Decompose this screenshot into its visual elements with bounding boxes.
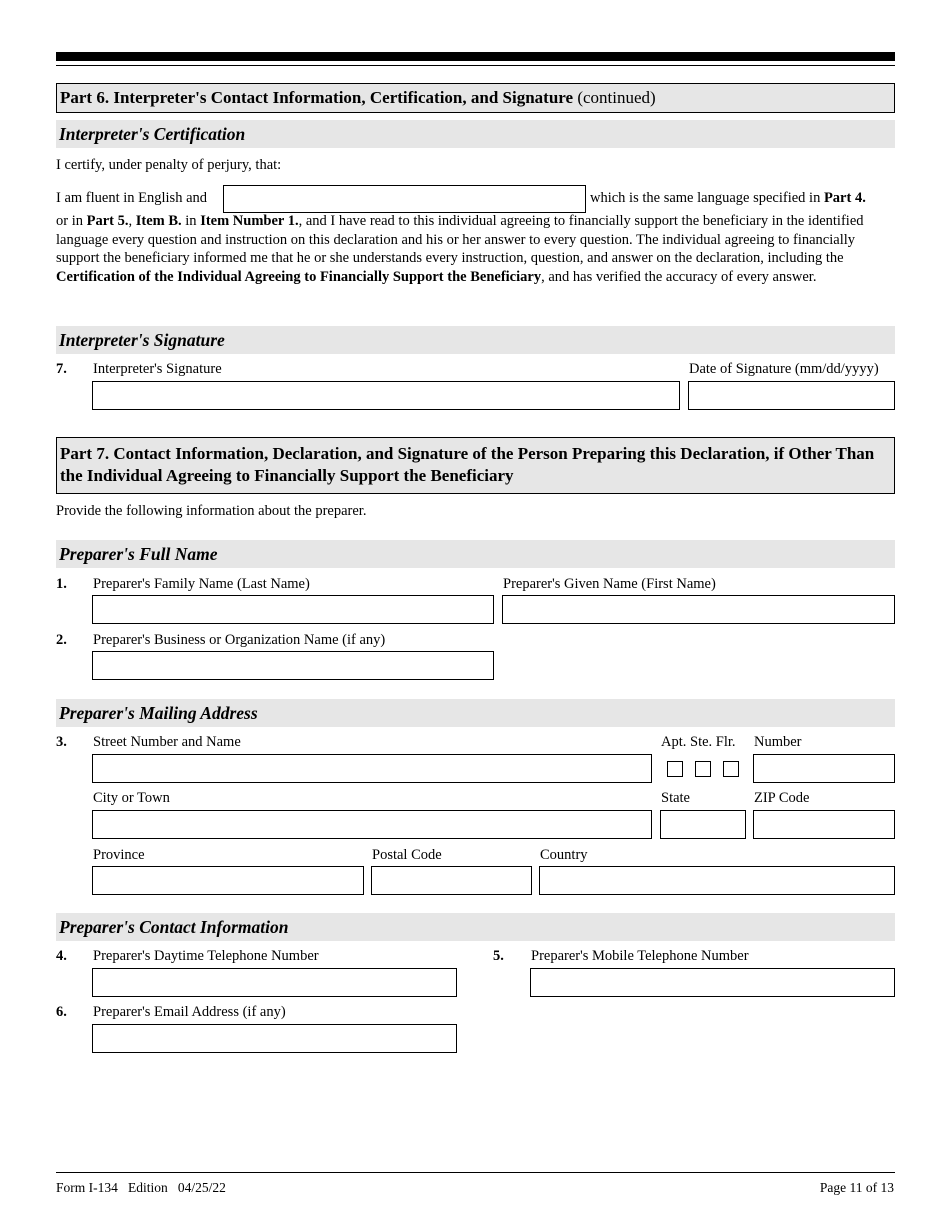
email-input[interactable] <box>92 1024 457 1053</box>
state-select[interactable] <box>660 810 746 839</box>
fluent-suffix-part: Part 4. <box>823 190 866 206</box>
item-1-number: 1. <box>56 576 67 592</box>
daytime-phone-input[interactable] <box>92 968 457 997</box>
number-label: Number <box>754 734 802 750</box>
country-input[interactable] <box>539 866 895 895</box>
zip-input[interactable] <box>753 810 895 839</box>
street-input[interactable] <box>92 754 652 783</box>
top-thin-rule <box>56 65 895 66</box>
signature-date-field[interactable] <box>688 381 895 410</box>
form-edition: Form I-134 Edition 04/25/22 <box>56 1180 226 1195</box>
apt-checkbox[interactable] <box>667 761 683 777</box>
country-label: Country <box>540 847 588 863</box>
province-input[interactable] <box>92 866 364 895</box>
fluent-suffix-text: which is the same language specified in <box>590 190 824 206</box>
part7-header: Part 7. Contact Information, Declaration, and Signature of the Person Preparing this Declaration, if Other Than the Individual Agreeing to Financially Support the Beneficiary <box>56 437 895 494</box>
business-name-label: Preparer's Business or Organization Name (if any) <box>93 632 386 648</box>
apt-ste-flr-label: Apt. Ste. Flr. <box>661 734 736 750</box>
email-label: Preparer's Email Address (if any) <box>93 1004 286 1020</box>
city-input[interactable] <box>92 810 652 839</box>
flr-checkbox[interactable] <box>723 761 739 777</box>
language-input[interactable] <box>223 185 586 213</box>
fluent-prefix: I am fluent in English and <box>56 190 208 206</box>
postal-code-input[interactable] <box>371 866 532 895</box>
top-thick-rule <box>56 52 895 61</box>
footer-rule <box>56 1172 895 1173</box>
given-name-label: Preparer's Given Name (First Name) <box>503 576 716 592</box>
interpreter-certification-heading: Interpreter's Certification <box>56 120 895 148</box>
item-4-number: 4. <box>56 948 67 964</box>
page-number: Page 11 of 13 <box>819 1180 894 1195</box>
part6-title: Part 6. Interpreter's Contact Information, Certification, and Signature <box>60 88 574 107</box>
postal-code-label: Postal Code <box>372 847 442 863</box>
item-2-number: 2. <box>56 632 67 648</box>
fluent-suffix <box>590 190 866 207</box>
street-label: Street Number and Name <box>93 734 241 750</box>
interpreter-signature-field[interactable] <box>92 381 680 410</box>
zip-label: ZIP Code <box>754 790 810 806</box>
state-label: State <box>661 790 690 806</box>
item-3-number: 3. <box>56 734 67 750</box>
preparer-full-name-heading: Preparer's Full Name <box>56 540 895 568</box>
province-label: Province <box>93 847 145 863</box>
interpreter-signature-heading: Interpreter's Signature <box>56 326 895 354</box>
certify-line: I certify, under penalty of perjury, that: <box>56 157 282 173</box>
city-label: City or Town <box>93 790 170 806</box>
preparer-intro: Provide the following information about the preparer. <box>56 503 367 519</box>
mobile-phone-label: Preparer's Mobile Telephone Number <box>531 948 749 964</box>
item-7-number: 7. <box>56 361 67 377</box>
family-name-input[interactable] <box>92 595 494 624</box>
signature-date-label: Date of Signature (mm/dd/yyyy) <box>689 361 879 377</box>
part6-title-continued: (continued) <box>573 88 656 107</box>
preparer-mailing-heading: Preparer's Mailing Address <box>56 699 895 727</box>
part6-header <box>56 83 895 113</box>
apt-number-input[interactable] <box>753 754 895 783</box>
ste-checkbox[interactable] <box>695 761 711 777</box>
preparer-contact-heading: Preparer's Contact Information <box>56 913 895 941</box>
item-5-number: 5. <box>493 948 504 964</box>
mobile-phone-input[interactable] <box>530 968 895 997</box>
interpreter-signature-label: Interpreter's Signature <box>93 361 222 377</box>
given-name-input[interactable] <box>502 595 895 624</box>
family-name-label: Preparer's Family Name (Last Name) <box>93 576 310 592</box>
business-name-input[interactable] <box>92 651 494 680</box>
item-6-number: 6. <box>56 1004 67 1020</box>
certification-paragraph: or in Part 5., Item B. in Item Number 1., and I have read to this individual agreeing to financially support the beneficiary in the identified language every question and instruction on this declaration and his or her answer to every question. The individual agreeing to financially support the beneficiary informed me that he or she understands every instruction, question, and answer on the declaration, including the Certification of the Individual Agreeing to Financially Support the Beneficiary, and has verified the accuracy of every answer. <box>56 213 864 285</box>
daytime-phone-label: Preparer's Daytime Telephone Number <box>93 948 319 964</box>
